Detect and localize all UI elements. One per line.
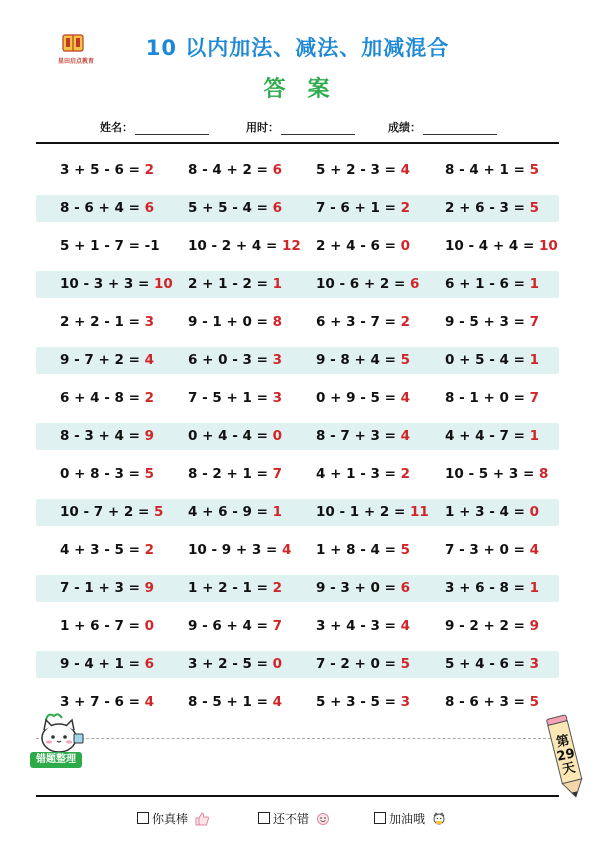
problem-expression: 0 + 4 - 4 = [188, 428, 273, 444]
problem-answer: 4 [282, 542, 292, 558]
problem-expression: 5 + 5 - 4 = [188, 200, 273, 216]
footer-rating [0, 810, 595, 830]
name-field[interactable] [100, 119, 209, 135]
problem-expression: 0 + 9 - 5 = [316, 390, 401, 406]
problem-item [445, 233, 558, 260]
checkbox[interactable] [137, 812, 149, 824]
problem-answer: 5 [154, 504, 164, 520]
problem-grid [36, 157, 559, 727]
problem-item [60, 651, 154, 678]
problem-item [188, 309, 282, 336]
problem-item [445, 195, 539, 222]
problem-expression: 1 + 3 - 4 = [445, 504, 530, 520]
problem-answer: 4 [400, 618, 411, 634]
day-counter: 第29天 [555, 733, 577, 778]
rating-great-label: 你真棒 [152, 812, 189, 826]
problem-expression: 9 - 4 + 1 = [60, 656, 145, 672]
problem-item [445, 423, 539, 450]
problem-item [445, 271, 539, 298]
problem-item [316, 575, 410, 602]
problem-expression: 8 - 2 + 1 = [188, 466, 273, 482]
problem-expression: 8 - 4 + 1 = [445, 162, 530, 178]
problem-expression: 10 - 9 + 3 = [188, 542, 282, 558]
problem-item [445, 575, 539, 602]
problem-answer: 4 [400, 428, 411, 444]
problem-expression: 2 + 2 - 1 = [60, 314, 145, 330]
problem-answer: 5 [400, 656, 411, 672]
problem-expression: 2 + 1 - 2 = [188, 276, 273, 292]
problem-answer: 9 [529, 618, 540, 634]
problem-item [60, 499, 163, 526]
problem-answer: 0 [144, 618, 155, 634]
problem-answer: 3 [400, 694, 411, 710]
problem-answer: 6 [272, 162, 283, 178]
problem-expression: 5 + 3 - 5 = [316, 694, 401, 710]
problem-answer: 2 [400, 314, 411, 330]
problem-item [316, 613, 410, 640]
problem-item [316, 651, 410, 678]
problem-answer: 2 [272, 580, 283, 596]
problem-expression: 10 - 2 + 4 = [188, 238, 282, 254]
problem-expression: 2 + 4 - 6 = [316, 238, 401, 254]
problem-expression: 0 + 5 - 4 = [445, 352, 530, 368]
problem-answer: 5 [144, 466, 155, 482]
problem-expression: 3 + 5 - 6 = [60, 162, 145, 178]
footer-divider [36, 795, 559, 797]
problem-item [60, 423, 154, 450]
problem-expression: 1 + 8 - 4 = [316, 542, 401, 558]
problem-expression: 7 - 5 + 1 = [188, 390, 273, 406]
problem-item [445, 309, 539, 336]
problem-item [60, 537, 154, 564]
problem-expression: 8 - 1 + 0 = [445, 390, 530, 406]
problem-answer: 0 [400, 238, 411, 254]
problem-answer: 7 [272, 466, 283, 482]
problem-answer: 5 [529, 200, 540, 216]
problem-item [445, 689, 539, 716]
problem-item [316, 271, 419, 298]
problem-expression: 9 - 3 + 0 = [316, 580, 401, 596]
problem-item [188, 385, 282, 412]
time-blank[interactable] [281, 122, 355, 135]
problem-expression: 3 + 4 - 3 = [316, 618, 401, 634]
problem-expression: 4 + 1 - 3 = [316, 466, 401, 482]
problem-answer: 5 [400, 542, 411, 558]
problem-row [36, 537, 559, 564]
problem-item [60, 575, 154, 602]
problem-row [36, 347, 559, 374]
review-area[interactable] [36, 738, 556, 793]
problem-item [316, 157, 410, 184]
problem-item [60, 613, 154, 640]
problem-expression: 6 + 1 - 6 = [445, 276, 530, 292]
problem-answer: 0 [529, 504, 540, 520]
problem-expression: 10 - 3 + 3 = [60, 276, 154, 292]
problem-expression: 1 + 6 - 7 = [60, 618, 145, 634]
problem-answer: 11 [410, 504, 429, 520]
problem-answer: 9 [144, 580, 155, 596]
problem-item [316, 423, 410, 450]
score-field[interactable] [388, 119, 497, 135]
score-blank[interactable] [423, 122, 497, 135]
problem-item [60, 195, 154, 222]
problem-expression: 8 - 6 + 3 = [445, 694, 530, 710]
checkbox[interactable] [258, 812, 270, 824]
problem-expression: 8 - 7 + 3 = [316, 428, 401, 444]
problem-expression: 7 - 2 + 0 = [316, 656, 401, 672]
problem-answer: 3 [272, 352, 283, 368]
problem-item [445, 613, 539, 640]
problem-item [316, 537, 410, 564]
problem-item [60, 233, 160, 260]
problem-answer: 10 [154, 276, 173, 292]
time-field[interactable] [246, 119, 355, 135]
problem-expression: 5 + 1 - 7 = -1 [60, 238, 160, 254]
problem-expression: 9 - 5 + 3 = [445, 314, 530, 330]
rating-try-label: 加油哦 [389, 812, 426, 826]
info-row [0, 119, 595, 137]
problem-answer: 2 [144, 542, 155, 558]
problem-item [445, 499, 539, 526]
problem-item [316, 347, 410, 374]
problem-answer: 3 [529, 656, 540, 672]
problem-answer: 12 [282, 238, 301, 254]
problem-expression: 7 - 1 + 3 = [60, 580, 145, 596]
problem-item [188, 651, 282, 678]
problem-answer: 1 [272, 504, 283, 520]
problem-expression: 5 + 4 - 6 = [445, 656, 530, 672]
rating-good-label: 还不错 [273, 812, 310, 826]
problem-item [60, 309, 154, 336]
problem-item [316, 689, 410, 716]
problem-expression: 10 - 6 + 2 = [316, 276, 410, 292]
problem-item [188, 461, 282, 488]
problem-item [316, 195, 410, 222]
problem-expression: 8 - 4 + 2 = [188, 162, 273, 178]
problem-row [36, 233, 559, 260]
problem-answer: 4 [400, 390, 411, 406]
problem-answer: 7 [529, 314, 540, 330]
problem-item [316, 461, 410, 488]
problem-item [316, 499, 429, 526]
problem-expression: 2 + 6 - 3 = [445, 200, 530, 216]
problem-item [188, 233, 301, 260]
name-blank[interactable] [135, 122, 209, 135]
smile-face-icon [315, 812, 331, 826]
problem-expression: 1 + 2 - 1 = [188, 580, 273, 596]
problem-item [60, 157, 154, 184]
problem-row [36, 499, 559, 526]
problem-item [188, 689, 282, 716]
problem-row [36, 423, 559, 450]
problem-item [60, 461, 154, 488]
problem-expression: 10 - 4 + 4 = [445, 238, 539, 254]
problem-item [316, 385, 410, 412]
problem-expression: 4 + 6 - 9 = [188, 504, 273, 520]
problem-answer: 9 [144, 428, 155, 444]
problem-item [60, 385, 154, 412]
problem-expression: 4 + 4 - 7 = [445, 428, 530, 444]
problem-expression: 8 - 6 + 4 = [60, 200, 145, 216]
problem-answer: 2 [400, 200, 411, 216]
problem-expression: 6 + 0 - 3 = [188, 352, 273, 368]
brand-logo-text: 星田启点教育 [58, 58, 95, 65]
problem-expression: 4 + 3 - 5 = [60, 542, 145, 558]
problem-row [36, 461, 559, 488]
problem-answer: 7 [272, 618, 283, 634]
problem-item [445, 461, 548, 488]
problem-answer: 4 [144, 694, 155, 710]
problem-row [36, 385, 559, 412]
name-label: 姓名： [100, 121, 133, 134]
problem-answer: 2 [144, 162, 155, 178]
problem-row [36, 651, 559, 678]
problem-answer: 8 [272, 314, 283, 330]
rating-great[interactable] [137, 810, 210, 827]
review-label: 错题整理 [30, 752, 82, 768]
problem-item [445, 385, 539, 412]
problem-item [188, 575, 282, 602]
rating-try[interactable] [374, 810, 447, 827]
problem-answer: 0 [272, 428, 283, 444]
problem-expression: 9 - 7 + 2 = [60, 352, 145, 368]
problem-answer: 1 [529, 580, 540, 596]
problem-answer: 4 [400, 162, 411, 178]
problem-expression: 7 - 3 + 0 = [445, 542, 530, 558]
problem-answer: 1 [529, 428, 540, 444]
problem-expression: 8 - 3 + 4 = [60, 428, 145, 444]
problem-answer: 10 [539, 238, 558, 254]
problem-expression: 6 + 3 - 7 = [316, 314, 401, 330]
problem-item [188, 271, 282, 298]
score-label: 成绩： [388, 121, 421, 134]
problem-answer: 1 [529, 352, 540, 368]
problem-item [188, 537, 291, 564]
problem-answer: 6 [272, 200, 283, 216]
problem-answer: 8 [539, 466, 549, 482]
problem-row [36, 689, 559, 716]
problem-answer: 1 [529, 276, 540, 292]
problem-expression: 10 - 1 + 2 = [316, 504, 410, 520]
problem-answer: 7 [529, 390, 540, 406]
problem-answer: 6 [410, 276, 420, 292]
problem-answer: 6 [400, 580, 411, 596]
problem-item [188, 499, 282, 526]
problem-answer: 5 [400, 352, 411, 368]
problem-expression: 10 - 5 + 3 = [445, 466, 539, 482]
problem-item [445, 347, 539, 374]
problem-expression: 9 - 1 + 0 = [188, 314, 273, 330]
time-label: 用时： [246, 121, 279, 134]
problem-answer: 6 [144, 200, 155, 216]
problem-expression: 9 - 8 + 4 = [316, 352, 401, 368]
problem-expression: 0 + 8 - 3 = [60, 466, 145, 482]
problem-answer: 2 [144, 390, 155, 406]
problem-row [36, 613, 559, 640]
problem-answer: 0 [272, 656, 283, 672]
problem-item [445, 651, 539, 678]
problem-expression: 3 + 6 - 8 = [445, 580, 530, 596]
problem-item [316, 309, 410, 336]
problem-answer: 3 [144, 314, 155, 330]
problem-row [36, 575, 559, 602]
problem-expression: 9 - 2 + 2 = [445, 618, 530, 634]
problem-row [36, 271, 559, 298]
cheer-character-icon [431, 812, 447, 826]
problem-row [36, 157, 559, 184]
problem-item [188, 423, 282, 450]
problem-expression: 8 - 5 + 1 = [188, 694, 273, 710]
problem-expression: 9 - 6 + 4 = [188, 618, 273, 634]
problem-answer: 5 [529, 162, 540, 178]
problem-expression: 3 + 2 - 5 = [188, 656, 273, 672]
problem-answer: 6 [144, 656, 155, 672]
problem-item [188, 613, 282, 640]
header-divider [36, 142, 559, 144]
problem-item [316, 233, 410, 260]
problem-expression: 5 + 2 - 3 = [316, 162, 401, 178]
problem-item [445, 537, 539, 564]
problem-item [60, 271, 173, 298]
problem-item [188, 157, 282, 184]
page-title: 10 以内加法、减法、加减混合 [145, 36, 450, 60]
problem-item [188, 347, 282, 374]
problem-row [36, 195, 559, 222]
problem-expression: 7 - 6 + 1 = [316, 200, 401, 216]
problem-answer: 4 [272, 694, 283, 710]
problem-row [36, 309, 559, 336]
problem-expression: 6 + 4 - 8 = [60, 390, 145, 406]
problem-expression: 10 - 7 + 2 = [60, 504, 154, 520]
problem-item [445, 157, 539, 184]
problem-answer: 2 [400, 466, 411, 482]
problem-answer: 5 [529, 694, 540, 710]
rating-good[interactable] [258, 810, 331, 827]
problem-item [60, 347, 154, 374]
problem-answer: 1 [272, 276, 283, 292]
checkbox[interactable] [374, 812, 386, 824]
page-subtitle: 答案 [263, 77, 352, 102]
problem-answer: 4 [144, 352, 155, 368]
problem-item [188, 195, 282, 222]
thumbs-up-icon [194, 812, 210, 826]
problem-answer: 3 [272, 390, 283, 406]
problem-answer: 4 [529, 542, 540, 558]
problem-expression: 3 + 7 - 6 = [60, 694, 145, 710]
